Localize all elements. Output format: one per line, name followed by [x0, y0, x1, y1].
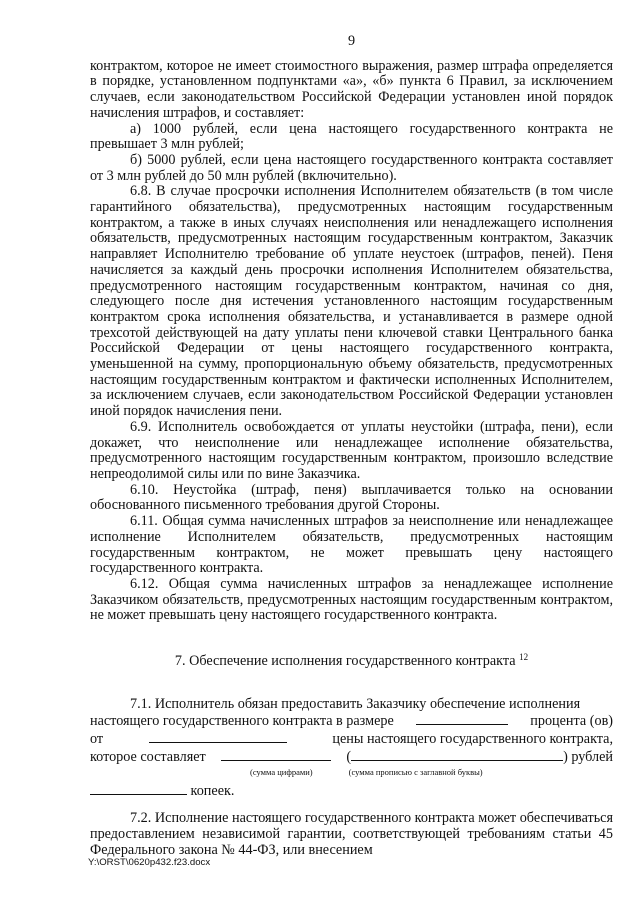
page-number: 9 [347, 33, 356, 49]
footer-file-path: Y:\ORST\0620p432.f23.docx [88, 857, 211, 868]
p71-line2 [90, 712, 613, 730]
kopecks-blank-field[interactable] [90, 782, 187, 795]
p71-line3-prefix: от [90, 731, 104, 748]
paragraph-7-2: 7.2. Исполнение настоящего государственного контракта может обеспечиваться предоставлением независимой гарантии, соответствующей требованиям статьи 45 Федерального закона № 44-ФЗ, или внесением [90, 810, 613, 858]
p71-line5 [90, 782, 613, 800]
open-paren: ( [346, 748, 352, 765]
paragraph-continuation: контрактом, которое не имеет стоимостного выражения, размер штрафа определяется в порядке, установленном подпунктами «а», «б» пункта 6 Правил, за исключением случаев, если законодательством Российской Федерации установлен иной порядок начисления штрафов, и составляет: [90, 57, 613, 121]
price-basis-blank-field[interactable] [149, 730, 287, 743]
p71-line5-text: копеек. [190, 782, 235, 799]
percent-blank-field[interactable] [416, 712, 508, 725]
p71-line1: 7.1. Исполнитель обязан предоставить Заказчику обеспечение исполнения [130, 695, 581, 712]
p71-line3-text: цены настоящего государственного контракта, [332, 731, 613, 748]
paragraph-6-10: 6.10. Неустойка (штраф, пеня) выплачивается только на основании обоснованного письменного требования другой Стороны. [90, 481, 613, 514]
paragraph-7-1 [90, 697, 613, 800]
amount-words-group [346, 748, 613, 766]
p71-line3 [90, 730, 613, 748]
caption-words: (сумма прописью с заглавной буквы) [348, 766, 483, 777]
paragraph-6-11: 6.11. Общая сумма начисленных штрафов за неисполнение или ненадлежащее исполнение Исполнителем обязательств, предусмотренных настоящим государственным контрактом, не может превышать цену настоящего государственного контракта. [90, 513, 613, 577]
p71-line4-text: которое составляет [90, 748, 206, 765]
p71-line4 [90, 748, 613, 766]
paragraph-fine-a: а) 1000 рублей, если цена настоящего государственного контракта не превышает 3 млн рублей; [90, 120, 613, 153]
paragraph-fine-b: б) 5000 рублей, если цена настоящего государственного контракта составляет от 3 млн рублей до 50 млн рублей (включительно). [90, 151, 613, 184]
p71-line2-text: настоящего государственного контракта в размере [90, 713, 394, 730]
paragraph-6-8: 6.8. В случае просрочки исполнения Исполнителем обязательств (в том числе гарантийного обязательства), предусмотренных настоящим государственным контрактом, а также в иных случаях неисполнения или ненадлежащего исполнения обязательств, предусмотренных настоящим государственным контрактом, Заказчик направляет Исполнителю требование об уплате неустоек (штрафов, пеней). Пеня начисляется за каждый день просрочки исполнения Исполнителем обязательства, предусмотренного настоящим государственным контрактом, начиная со дня, следующего после дня истечения установленного настоящим государственным контрактом срока исполнения обязательства, и устанавливается в размере одной трехсотой действующей на дату уплаты пени ключевой ставки Центрального банка Российской Федерации от цены настоящего государственного контракта, уменьшенной на сумму, пропорциональную объему обязательств, предусмотренных настоящим государственным контрактом и фактически исполненных Исполнителем, за исключением случаев, если законодательством Российской Федерации установлен иной порядок начисления пени. [90, 183, 613, 420]
p71-line4-suffix: ) рублей [563, 748, 613, 765]
section-7-title [90, 650, 613, 670]
paragraph-6-12: 6.12. Общая сумма начисленных штрафов за ненадлежащее исполнение Заказчиком обязательств, предусмотренных настоящим государственным контрактом, не может превышать цену настоящего государственного контракта. [90, 575, 613, 624]
p71-line2-suffix: процента (ов) [530, 713, 613, 730]
footnote-ref: 12 [519, 652, 529, 663]
amount-words-blank-field[interactable] [351, 748, 563, 761]
caption-digits: (сумма цифрами) [250, 766, 313, 777]
section-7-title-text: 7. Обеспечение исполнения государственного контракта [174, 653, 516, 670]
amount-digits-blank-field[interactable] [221, 748, 331, 761]
blank-captions [90, 767, 613, 777]
document-page [90, 34, 613, 858]
paragraph-6-9: 6.9. Исполнитель освобождается от уплаты неустойки (штрафа, пени), если докажет, что неисполнение или ненадлежащее исполнение обязательства, предусмотренного настоящим государственным контрактом, произошло вследствие непреодолимой силы или по вине Заказчика. [90, 418, 613, 482]
